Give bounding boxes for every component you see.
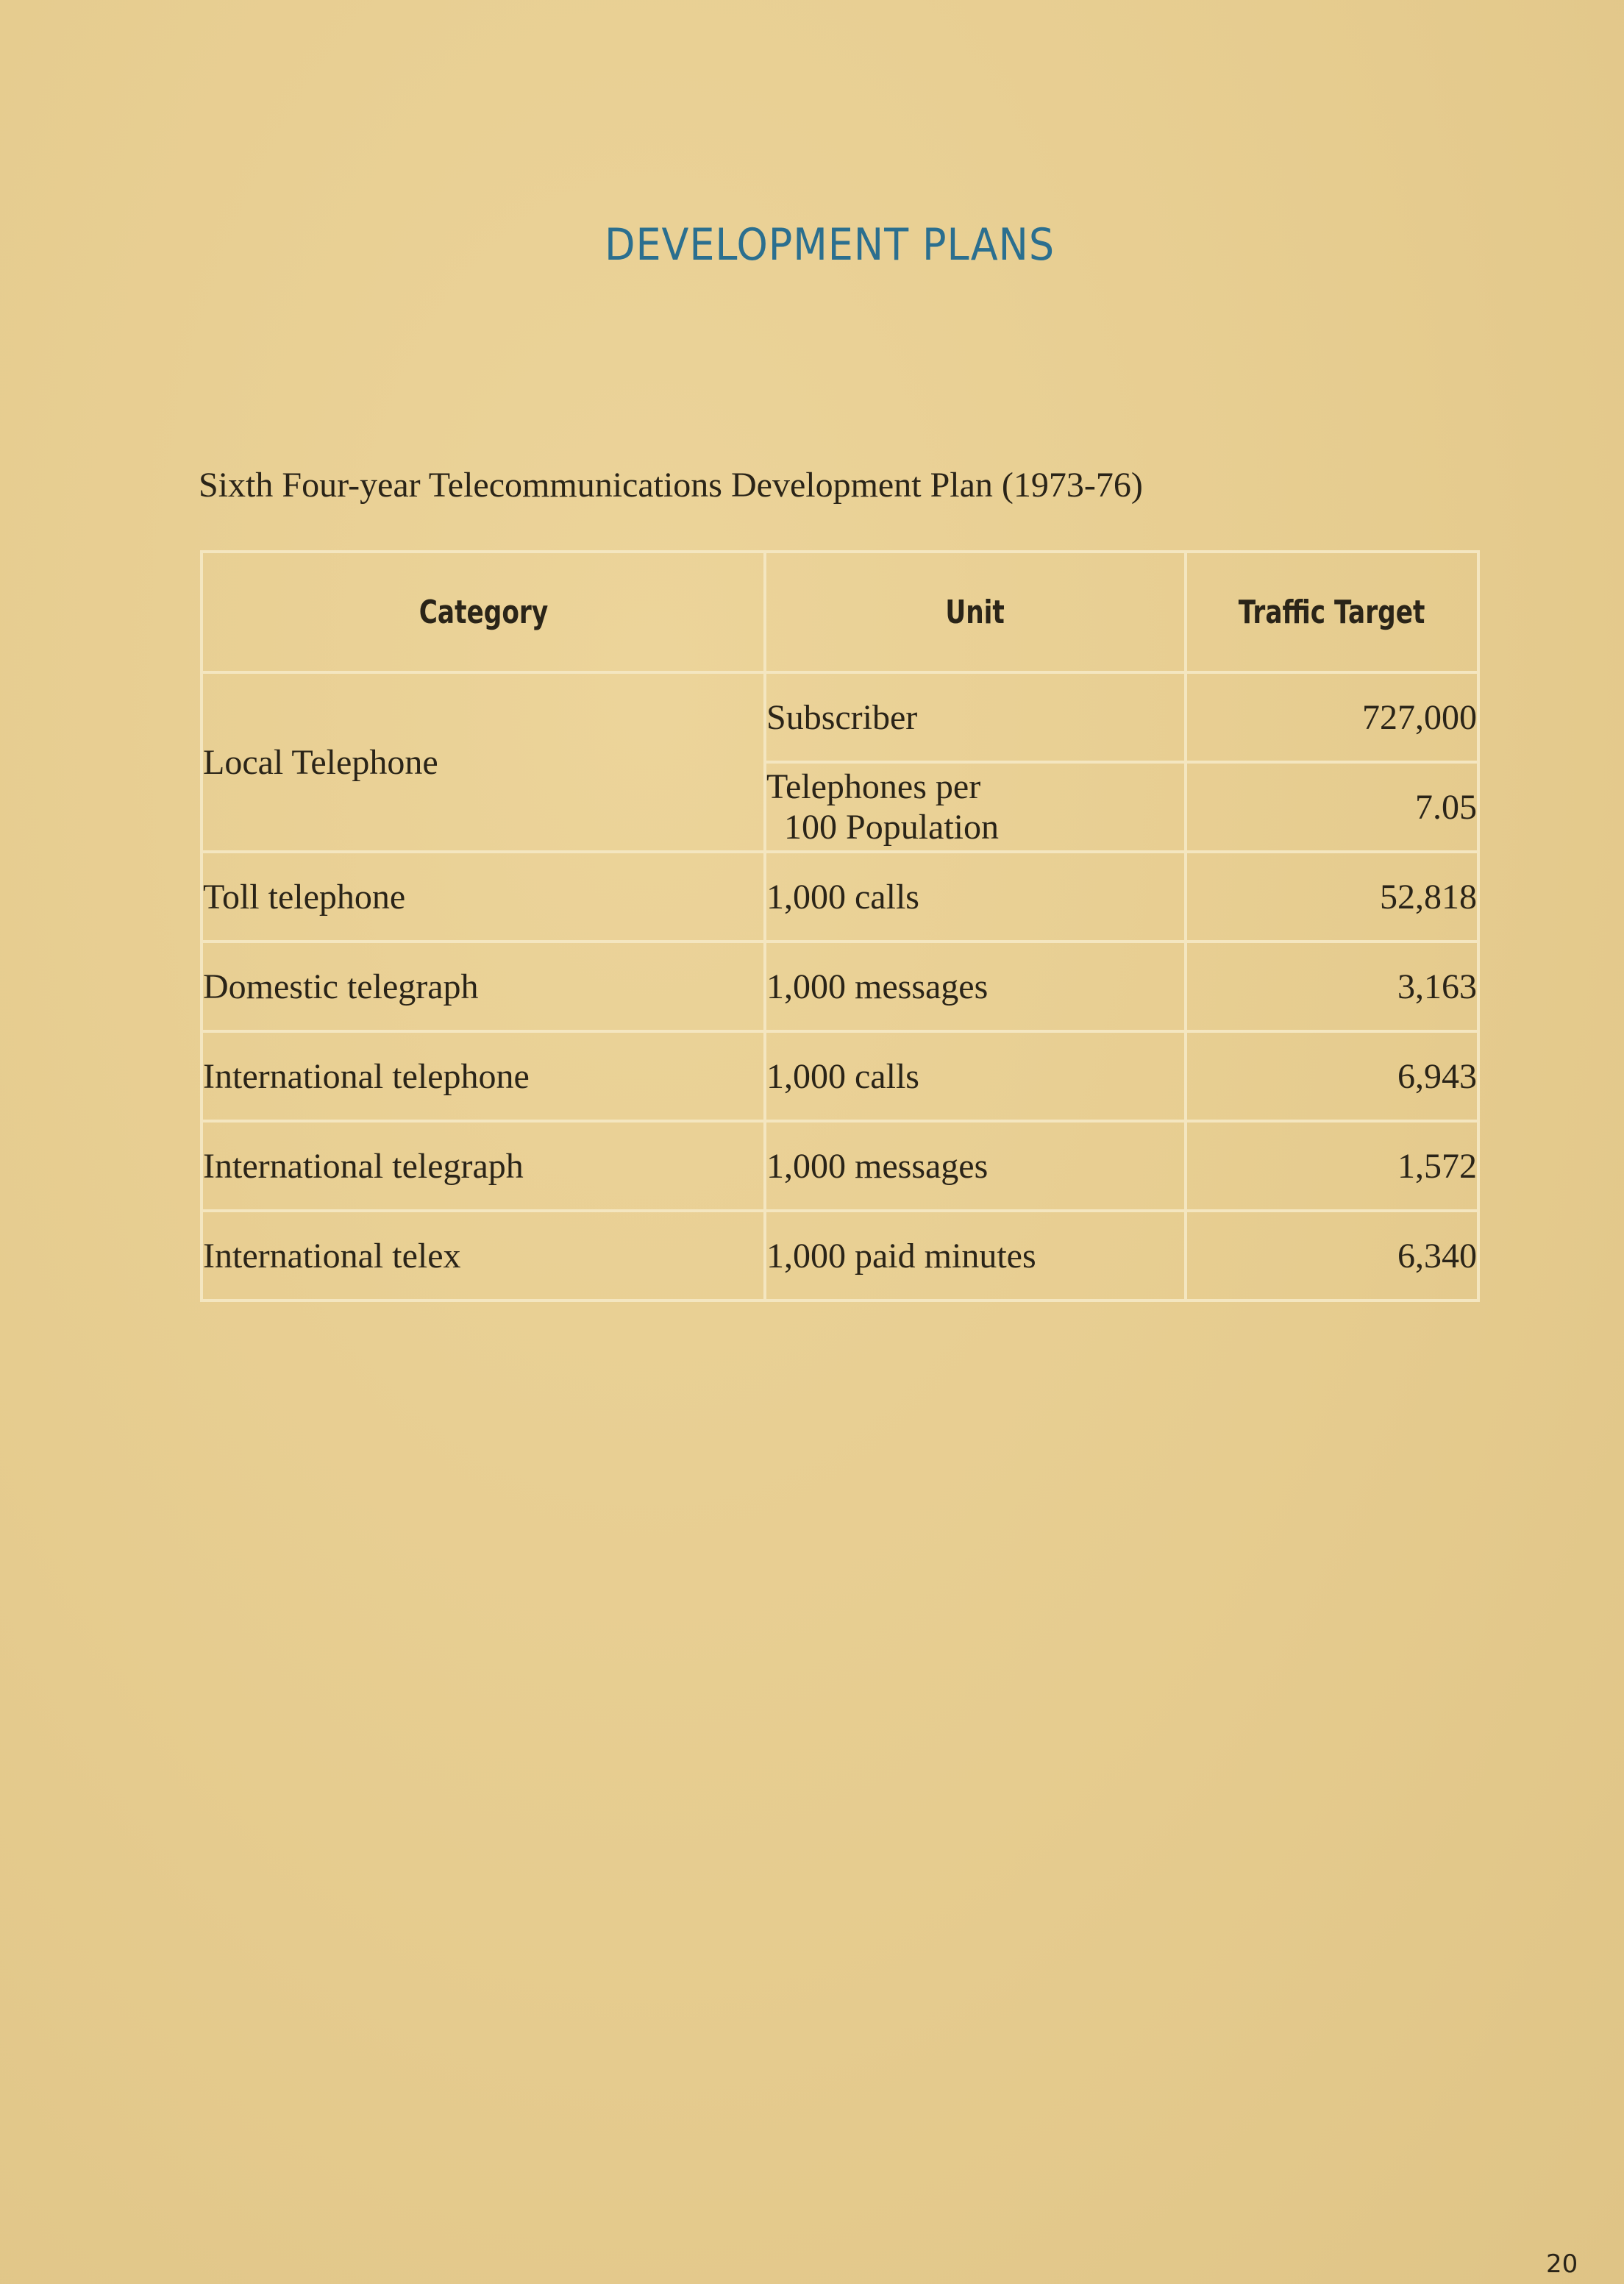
- target-cell: 52,818: [1186, 852, 1478, 942]
- category-cell: International telex: [202, 1211, 765, 1301]
- unit-cell: 1,000 messages: [765, 1121, 1186, 1211]
- unit-cell: Subscriber: [765, 672, 1186, 762]
- unit-cell: 1,000 calls: [765, 1031, 1186, 1121]
- category-cell: International telephone: [202, 1031, 765, 1121]
- header-traffic-target: Traffic Target: [1186, 552, 1478, 672]
- unit-line: Telephones per: [766, 767, 981, 806]
- page-title: DEVELOPMENT PLANS: [604, 219, 1055, 271]
- table-row: [202, 1031, 1478, 1121]
- table-caption: Sixth Four-year Telecommunications Development Plan (1973-76): [199, 466, 1143, 505]
- unit-cell: 1,000 messages: [765, 942, 1186, 1031]
- target-cell: 727,000: [1186, 672, 1478, 762]
- category-cell: Toll telephone: [202, 852, 765, 942]
- category-cell: Local Telephone: [202, 672, 765, 852]
- development-plan-table: [200, 550, 1480, 1302]
- unit-cell: 1,000 calls: [765, 852, 1186, 942]
- target-cell: 6,340: [1186, 1211, 1478, 1301]
- header-unit: Unit: [765, 552, 1186, 672]
- unit-line: 100 Population: [784, 808, 1000, 847]
- target-cell: 1,572: [1186, 1121, 1478, 1211]
- table-row: [202, 942, 1478, 1031]
- table-row: [202, 852, 1478, 942]
- unit-cell: [765, 762, 1186, 852]
- category-cell: Domestic telegraph: [202, 942, 765, 1031]
- table-header-row: [202, 552, 1478, 672]
- page-number: 20: [1546, 2249, 1578, 2279]
- unit-cell: 1,000 paid minutes: [765, 1211, 1186, 1301]
- target-cell: 7.05: [1186, 762, 1478, 852]
- target-cell: 3,163: [1186, 942, 1478, 1031]
- target-cell: 6,943: [1186, 1031, 1478, 1121]
- table-row: [202, 672, 1478, 762]
- table-row: [202, 1121, 1478, 1211]
- table-row: [202, 1211, 1478, 1301]
- category-cell: International telegraph: [202, 1121, 765, 1211]
- header-category: Category: [202, 552, 765, 672]
